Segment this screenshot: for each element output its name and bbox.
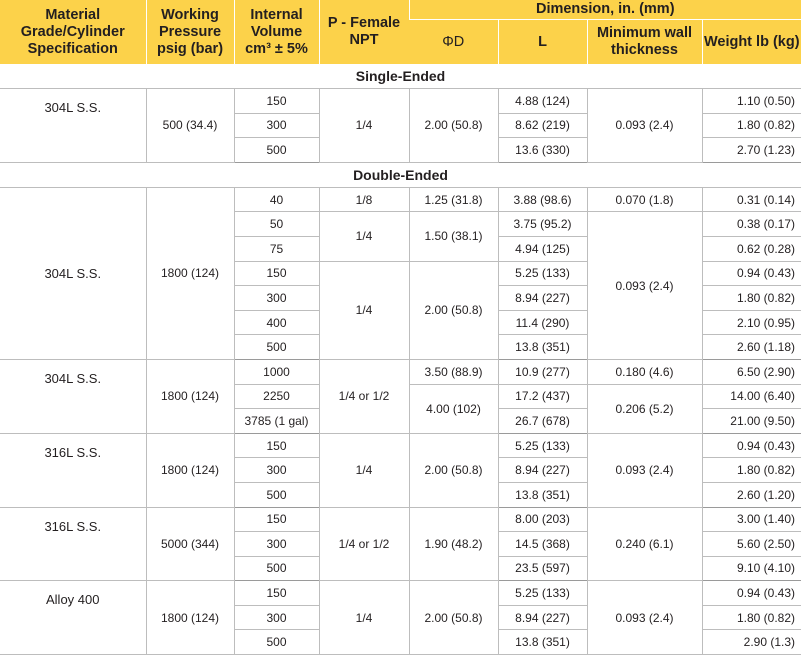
volume-cell: 150 (234, 261, 319, 286)
length-cell: 3.88 (98.6) (498, 187, 587, 212)
volume-cell: 150 (234, 89, 319, 114)
volume-cell: 400 (234, 310, 319, 335)
volume-cell: 300 (234, 286, 319, 311)
wall-cell: 0.180 (4.6) (587, 359, 702, 384)
header-weight: Weight lb (kg) (702, 20, 801, 65)
volume-cell: 1000 (234, 359, 319, 384)
length-cell: 3.75 (95.2) (498, 212, 587, 237)
volume-cell: 500 (234, 630, 319, 655)
material-cell: Alloy 400 (0, 581, 146, 655)
volume-cell: 150 (234, 581, 319, 606)
section-title-single: Single-Ended (0, 64, 801, 89)
volume-cell: 150 (234, 433, 319, 458)
length-cell: 13.8 (351) (498, 630, 587, 655)
weight-cell: 0.31 (0.14) (702, 187, 801, 212)
pressure-cell: 1800 (124) (146, 433, 234, 507)
weight-cell: 1.80 (0.82) (702, 605, 801, 630)
npt-cell: 1/4 (319, 89, 409, 163)
volume-cell: 2250 (234, 384, 319, 409)
weight-cell: 2.10 (0.95) (702, 310, 801, 335)
header-volume (234, 0, 319, 64)
weight-cell: 1.80 (0.82) (702, 286, 801, 311)
table-body (0, 64, 801, 655)
length-cell: 13.6 (330) (498, 138, 587, 163)
weight-cell: 2.90 (1.3) (702, 630, 801, 655)
section-row-double (0, 162, 801, 187)
weight-cell: 2.60 (1.20) (702, 482, 801, 507)
wall-cell: 0.206 (5.2) (587, 384, 702, 433)
table-header (0, 0, 801, 64)
length-cell: 5.25 (133) (498, 581, 587, 606)
diameter-cell: 1.50 (38.1) (409, 212, 498, 261)
header-material: Material Grade/Cylinder Specification (0, 0, 146, 64)
length-cell: 10.9 (277) (498, 359, 587, 384)
length-cell: 8.94 (227) (498, 458, 587, 483)
length-cell: 14.5 (368) (498, 532, 587, 557)
length-cell: 23.5 (597) (498, 556, 587, 581)
table-row (0, 507, 801, 532)
length-cell: 17.2 (437) (498, 384, 587, 409)
length-cell: 8.94 (227) (498, 605, 587, 630)
weight-cell: 5.60 (2.50) (702, 532, 801, 557)
header-phi-d: ΦD (409, 20, 498, 65)
wall-cell: 0.093 (2.4) (587, 212, 702, 360)
diameter-cell: 2.00 (50.8) (409, 581, 498, 655)
volume-cell: 500 (234, 138, 319, 163)
diameter-cell: 2.00 (50.8) (409, 433, 498, 507)
diameter-cell: 3.50 (88.9) (409, 359, 498, 384)
volume-cell: 150 (234, 507, 319, 532)
section-row-single (0, 64, 801, 89)
volume-cell: 500 (234, 335, 319, 360)
weight-cell: 3.00 (1.40) (702, 507, 801, 532)
header-length: L (498, 20, 587, 65)
volume-cell: 500 (234, 482, 319, 507)
material-cell: 316L S.S. (0, 433, 146, 507)
weight-cell: 0.94 (0.43) (702, 433, 801, 458)
volume-cell: 40 (234, 187, 319, 212)
header-npt: P - Female NPT (319, 0, 409, 64)
npt-cell: 1/4 (319, 433, 409, 507)
volume-cell: 50 (234, 212, 319, 237)
header-pressure: Working Pressure psig (bar) (146, 0, 234, 64)
length-cell: 26.7 (678) (498, 409, 587, 434)
weight-cell: 2.60 (1.18) (702, 335, 801, 360)
npt-cell: 1/4 (319, 212, 409, 261)
weight-cell: 9.10 (4.10) (702, 556, 801, 581)
weight-cell: 21.00 (9.50) (702, 409, 801, 434)
weight-cell: 0.38 (0.17) (702, 212, 801, 237)
volume-cell: 300 (234, 532, 319, 557)
wall-cell: 0.093 (2.4) (587, 89, 702, 163)
diameter-cell: 1.90 (48.2) (409, 507, 498, 581)
weight-cell: 14.00 (6.40) (702, 384, 801, 409)
wall-cell: 0.240 (6.1) (587, 507, 702, 581)
length-cell: 8.94 (227) (498, 286, 587, 311)
pressure-cell: 5000 (344) (146, 507, 234, 581)
weight-cell: 2.70 (1.23) (702, 138, 801, 163)
weight-cell: 1.80 (0.82) (702, 458, 801, 483)
length-cell: 13.8 (351) (498, 482, 587, 507)
table-row (0, 89, 801, 114)
header-volume-line2: cm³ ± 5% (245, 40, 308, 57)
pressure-cell: 1800 (124) (146, 581, 234, 655)
volume-cell: 75 (234, 236, 319, 261)
section-title-double: Double-Ended (0, 162, 801, 187)
diameter-cell: 2.00 (50.8) (409, 89, 498, 163)
length-cell: 8.62 (219) (498, 113, 587, 138)
volume-cell: 300 (234, 605, 319, 630)
length-cell: 4.94 (125) (498, 236, 587, 261)
material-cell: 304L S.S. (0, 89, 146, 163)
wall-cell: 0.070 (1.8) (587, 187, 702, 212)
length-cell: 8.00 (203) (498, 507, 587, 532)
header-wall: Minimum wall thickness (587, 20, 702, 65)
table-row (0, 581, 801, 606)
wall-cell: 0.093 (2.4) (587, 581, 702, 655)
weight-cell: 0.94 (0.43) (702, 581, 801, 606)
npt-cell: 1/4 or 1/2 (319, 359, 409, 433)
weight-cell: 1.10 (0.50) (702, 89, 801, 114)
diameter-cell: 2.00 (50.8) (409, 261, 498, 359)
pressure-cell: 500 (34.4) (146, 89, 234, 163)
weight-cell: 0.62 (0.28) (702, 236, 801, 261)
npt-cell: 1/4 (319, 581, 409, 655)
weight-cell: 6.50 (2.90) (702, 359, 801, 384)
wall-cell: 0.093 (2.4) (587, 433, 702, 507)
npt-cell: 1/8 (319, 187, 409, 212)
diameter-cell: 4.00 (102) (409, 384, 498, 433)
npt-cell: 1/4 or 1/2 (319, 507, 409, 581)
length-cell: 11.4 (290) (498, 310, 587, 335)
volume-cell: 300 (234, 458, 319, 483)
material-cell: 316L S.S. (0, 507, 146, 581)
length-cell: 5.25 (133) (498, 261, 587, 286)
npt-cell: 1/4 (319, 261, 409, 359)
material-cell: 304L S.S. (0, 359, 146, 433)
table-row (0, 359, 801, 384)
length-cell: 4.88 (124) (498, 89, 587, 114)
length-cell: 5.25 (133) (498, 433, 587, 458)
pressure-cell: 1800 (124) (146, 187, 234, 359)
length-cell: 13.8 (351) (498, 335, 587, 360)
material-cell: 304L S.S. (0, 187, 146, 359)
volume-cell: 3785 (1 gal) (234, 409, 319, 434)
volume-cell: 300 (234, 113, 319, 138)
weight-cell: 0.94 (0.43) (702, 261, 801, 286)
table-row (0, 187, 801, 212)
header-volume-line1: Internal Volume (250, 6, 303, 40)
header-dimension: Dimension, in. (mm) (409, 0, 801, 20)
table-row (0, 433, 801, 458)
diameter-cell: 1.25 (31.8) (409, 187, 498, 212)
pressure-cell: 1800 (124) (146, 359, 234, 433)
weight-cell: 1.80 (0.82) (702, 113, 801, 138)
volume-cell: 500 (234, 556, 319, 581)
